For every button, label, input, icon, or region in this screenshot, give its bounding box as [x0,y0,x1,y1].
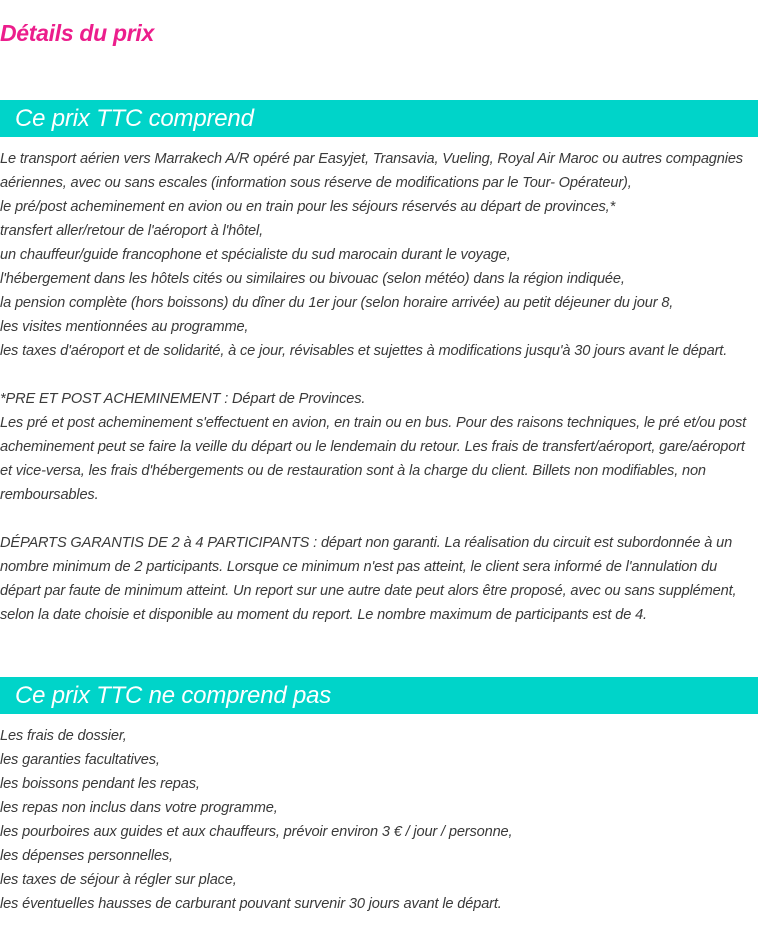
includes-line: les visites mentionnées au programme, [0,319,249,335]
includes-line: l'hébergement dans les hôtels cités ou similaires ou bivouac (selon météo) dans la région indiquée, [0,271,625,287]
page-title: Détails du prix [0,20,154,46]
excludes-line: les garanties facultatives, [0,752,160,768]
departs-line: nombre minimum de 2 participants. Lorsque ce minimum n'est pas atteint, le client sera informé de l'annulation du [0,559,718,575]
excludes-line: les éventuelles hausses de carburant pouvant survenir 30 jours avant le départ. [0,896,502,912]
includes-line: transfert aller/retour de l'aéroport à l'hôtel, [0,223,263,239]
pre-post-heading: *PRE ET POST ACHEMINEMENT : Départ de Provinces. [0,391,366,407]
includes-line: la pension complète (hors boissons) du dîner du 1er jour (selon horaire arrivée) au petit déjeuner du jour 8, [0,295,674,311]
excludes-heading: Ce prix TTC ne comprend pas [0,677,758,714]
includes-line: les taxes d'aéroport et de solidarité, à ce jour, révisables et sujettes à modifications jusqu'à 30 jours avant le départ. [0,343,728,359]
pre-post-note [0,387,758,507]
includes-heading: Ce prix TTC comprend [0,100,758,137]
excludes-line: les dépenses personnelles, [0,848,173,864]
pre-post-line: et vice-versa, les frais d'hébergements ou de restauration sont à la charge du client. Billets non modifiables, non [0,463,706,479]
excludes-list [0,724,758,916]
excludes-line: Les frais de dossier, [0,728,127,744]
includes-line: le pré/post acheminement en avion ou en train pour les séjours réservés au départ de provinces,* [0,199,616,215]
departs-line: selon la date choisie et disponible au moment du report. Le nombre maximum de participants est de 4. [0,607,647,623]
excludes-line: les taxes de séjour à régler sur place, [0,872,237,888]
excludes-line: les repas non inclus dans votre programme, [0,800,278,816]
departs-line: DÉPARTS GARANTIS DE 2 à 4 PARTICIPANTS : départ non garanti. La réalisation du circuit est subordonnée à un [0,535,733,551]
pre-post-line: remboursables. [0,487,99,503]
includes-line: un chauffeur/guide francophone et spécialiste du sud marocain durant le voyage, [0,247,511,263]
departs-line: départ par faute de minimum atteint. Un report sur une autre date peut alors être proposé, avec ou sans supplément, [0,583,737,599]
excludes-line: les pourboires aux guides et aux chauffeurs, prévoir environ 3 € / jour / personne, [0,824,513,840]
pre-post-line: acheminement peut se faire la veille du départ ou le lendemain du retour. Les frais de transfert/aéroport, gare/aéroport [0,439,745,455]
includes-line: Le transport aérien vers Marrakech A/R opéré par Easyjet, Transavia, Vueling, Royal Air Maroc ou autres compagnies [0,151,743,167]
pre-post-line: Les pré et post acheminement s'effectuent en avion, en train ou en bus. Pour des raisons techniques, le pré et/ou post [0,415,747,431]
excludes-line: les boissons pendant les repas, [0,776,200,792]
includes-line: aériennes, avec ou sans escales (information sous réserve de modifications par le Tour- Opérateur), [0,175,632,191]
includes-list [0,147,758,363]
departs-garantis-note [0,531,758,627]
